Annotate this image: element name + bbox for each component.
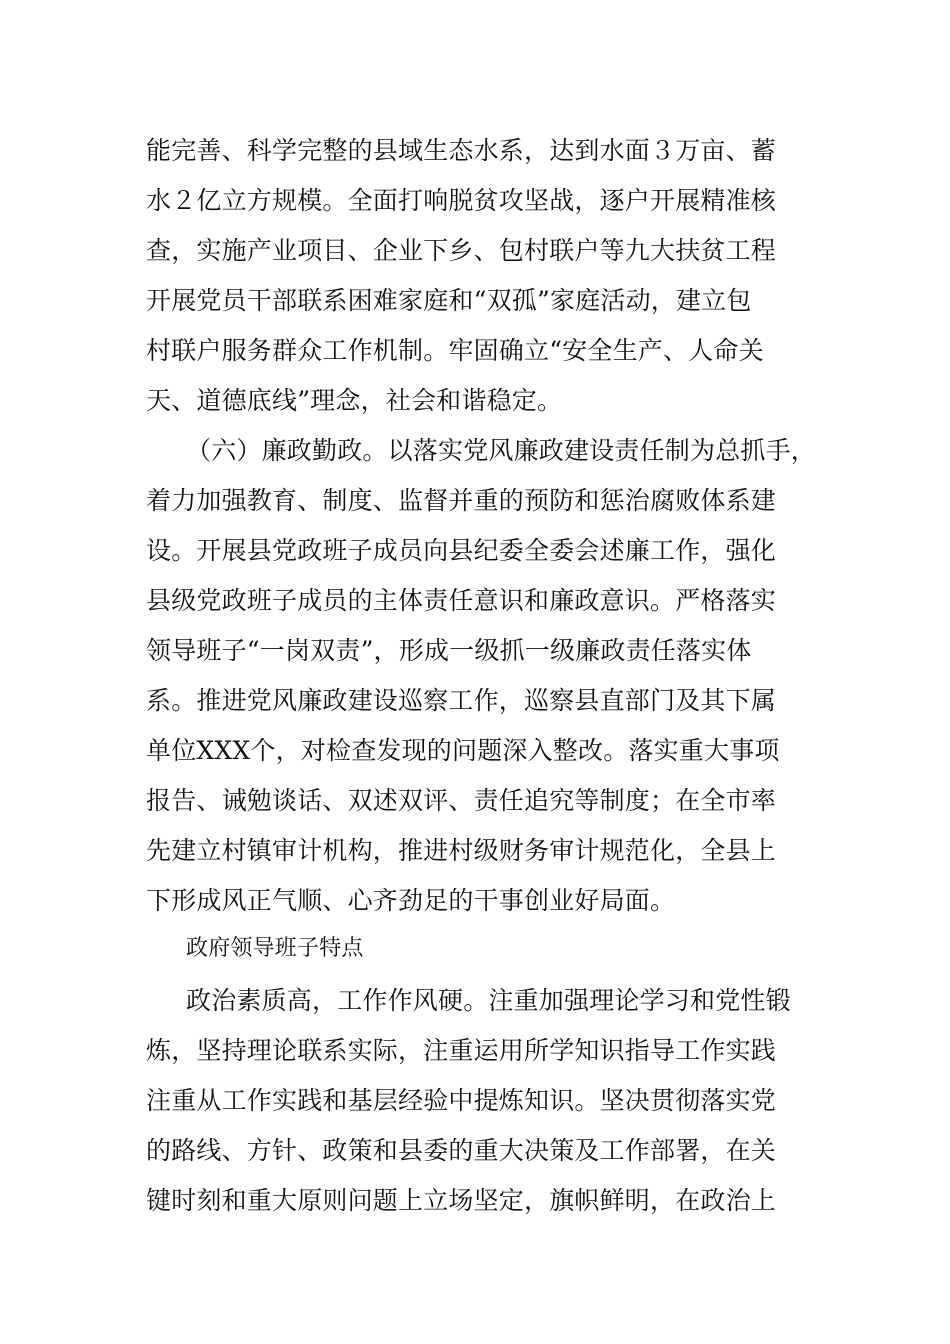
text-line: 先建立村镇审计机构，推进村级财务审计规范化，全县上 <box>146 836 777 865</box>
text-line: 天、道德底线”理念，社会和谐稳定。 <box>146 386 563 415</box>
text-line: 着力加强教育、制度、监督并重的预防和惩治腐败体系建 <box>146 486 777 515</box>
text-line: 水２亿立方规模。全面打响脱贫攻坚战，逐户开展精准核 <box>146 186 777 215</box>
text-line: 政治素质高，工作作风硬。注重加强理论学习和党性锻 <box>186 986 791 1015</box>
text-line: 村联户服务群众工作机制。牢固确立“安全生产、人命关 <box>146 336 764 365</box>
text-line: 能完善、科学完整的县域生态水系，达到水面３万亩、蓄 <box>146 136 777 165</box>
text-line: 的路线、方针、政策和县委的重大决策及工作部署，在关 <box>146 1136 777 1165</box>
text-line: 开展党员干部联系困难家庭和“双孤”家庭活动，建立包 <box>146 286 752 315</box>
text-line: （六）廉政勤政。以落实党风廉政建设责任制为总抓手， <box>186 436 817 465</box>
text-line: 查，实施产业项目、企业下乡、包村联户等九大扶贫工程 <box>146 236 777 265</box>
text-line: 键时刻和重大原则问题上立场坚定，旗帜鲜明，在政治上 <box>146 1186 777 1215</box>
text-line: 下形成风正气顺、心齐劲足的干事创业好局面。 <box>146 886 676 915</box>
text-line: 报告、诫勉谈话、双述双评、责任追究等制度；在全市率 <box>146 786 777 815</box>
text-line: 领导班子“一岗双责”，形成一级抓一级廉政责任落实体 <box>146 636 752 665</box>
text-line: 单位XXX个，对检查发现的问题深入整改。落实重大事项 <box>146 736 780 765</box>
section-heading: 政府领导班子特点 <box>186 936 364 961</box>
text-line: 设。开展县党政班子成员向县纪委全委会述廉工作，强化 <box>146 536 777 565</box>
text-line: 县级党政班子成员的主体责任意识和廉政意识。严格落实 <box>146 586 777 615</box>
text-line: 系。推进党风廉政建设巡察工作，巡察县直部门及其下属 <box>146 686 777 715</box>
text-line: 注重从工作实践和基层经验中提炼知识。坚决贯彻落实党 <box>146 1086 777 1115</box>
text-line: 炼，坚持理论联系实际，注重运用所学知识指导工作实践 <box>146 1036 777 1065</box>
